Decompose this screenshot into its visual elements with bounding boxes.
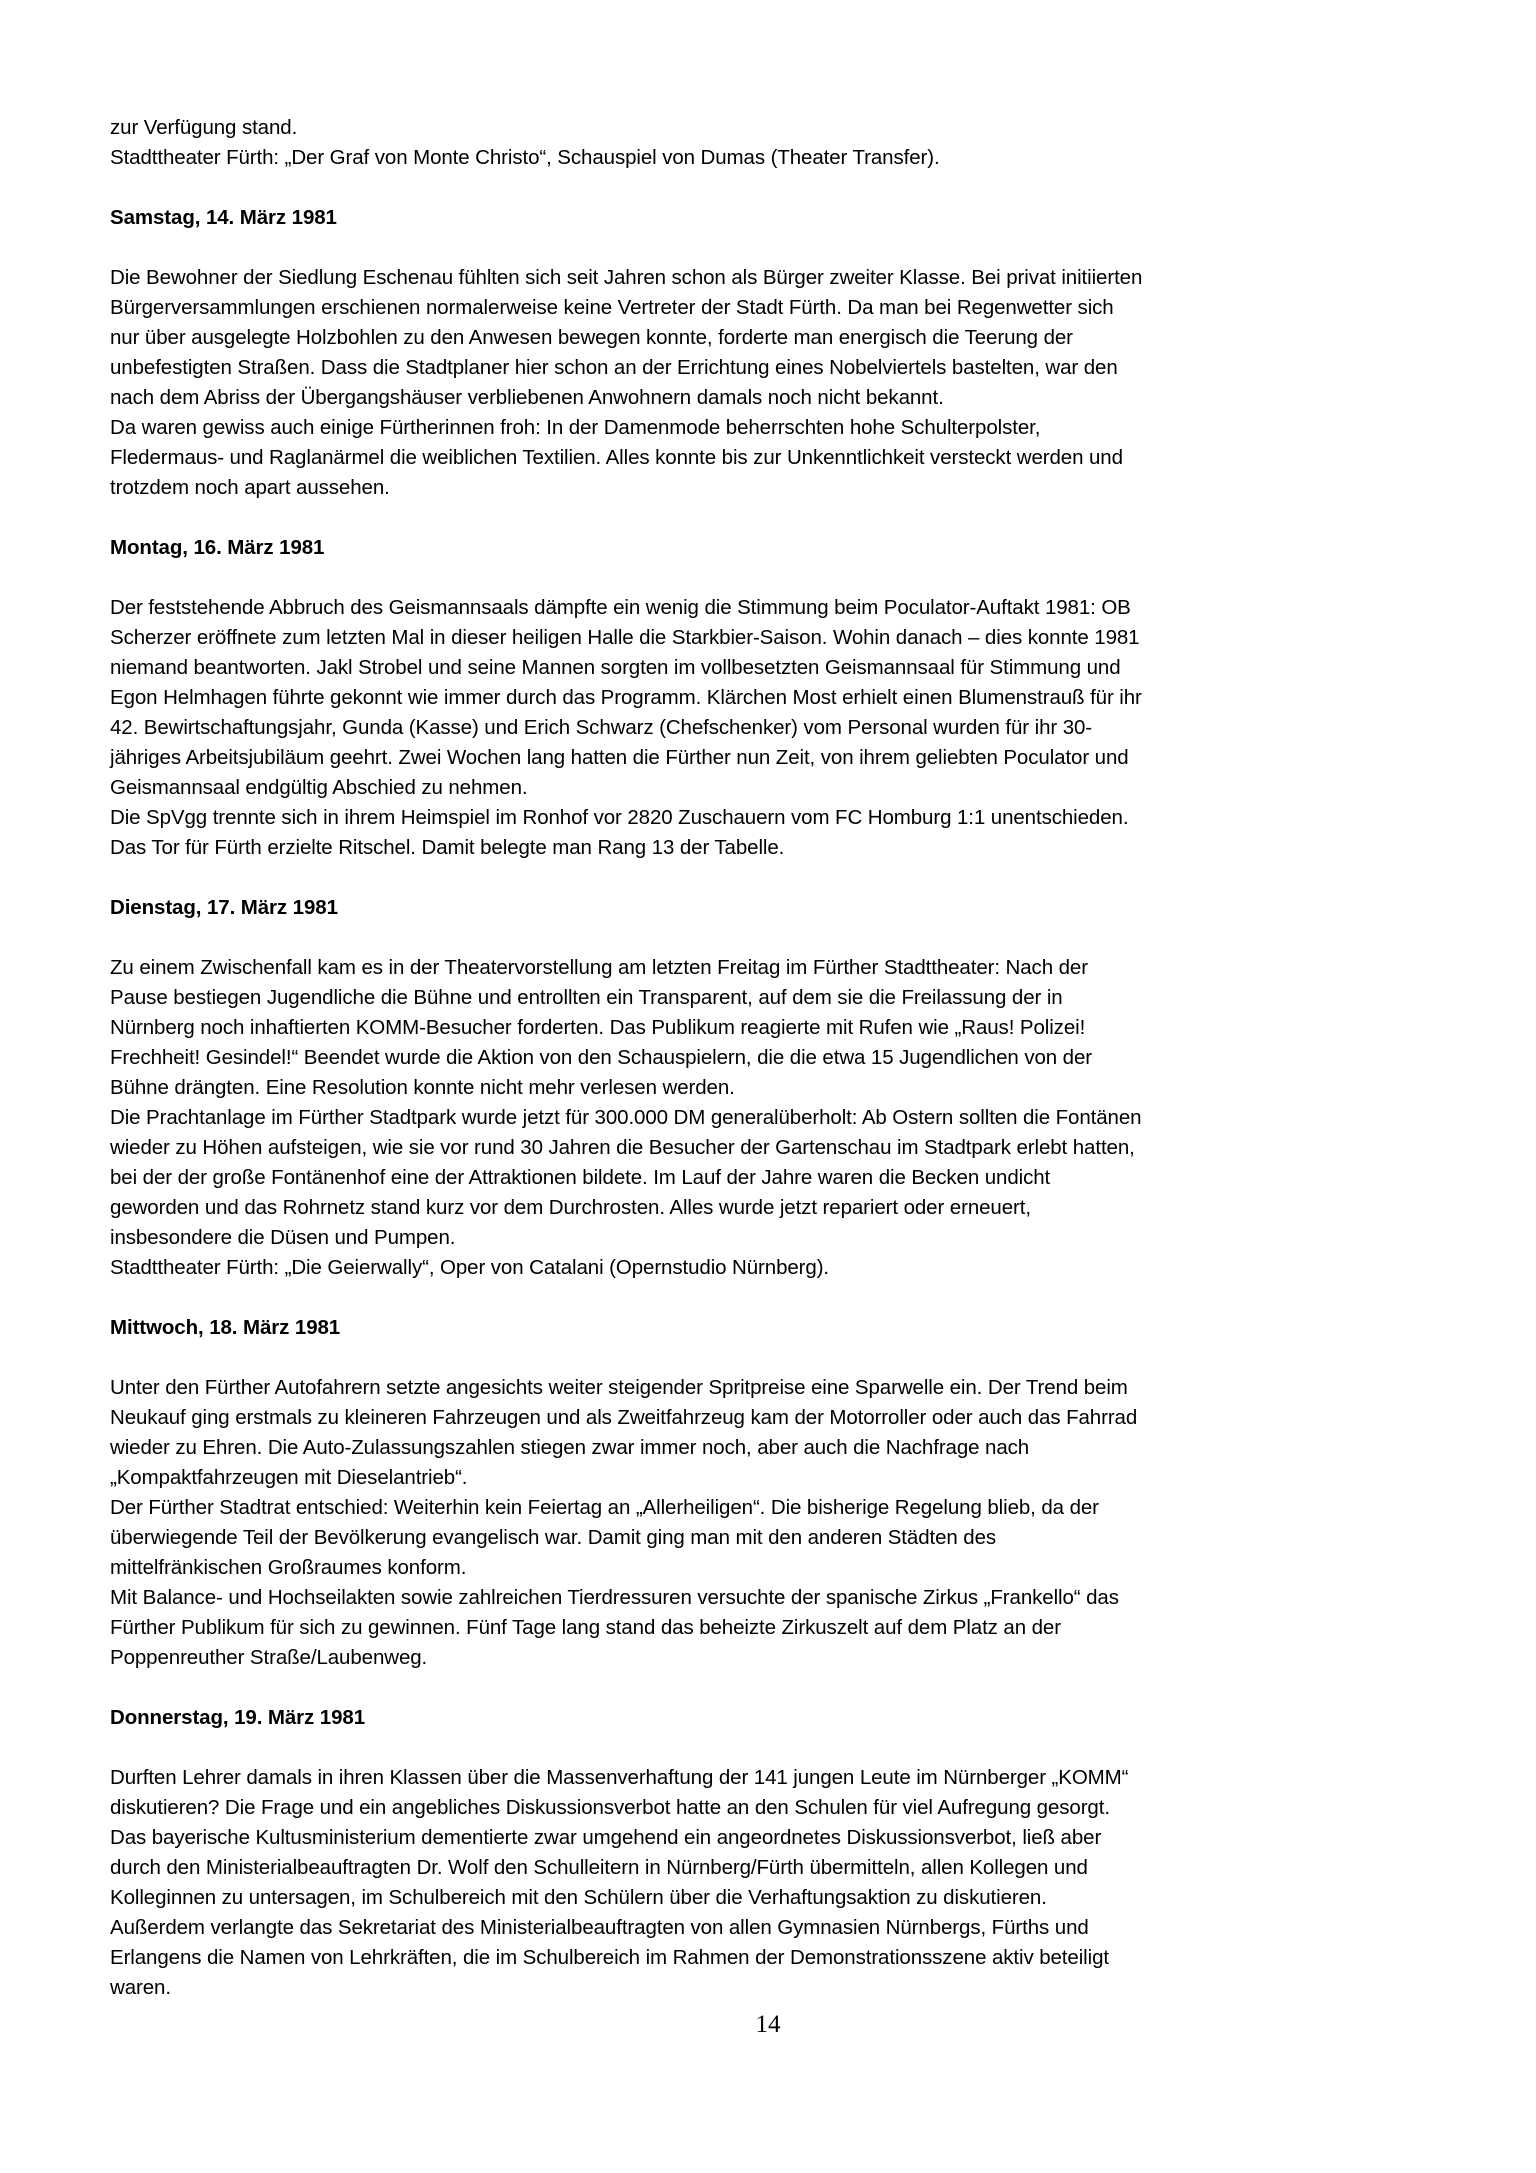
page-number: 14 — [755, 2011, 781, 2038]
text-line: Das Tor für Fürth erzielte Ritschel. Damit belegte man Rang 13 der Tabelle. — [110, 836, 785, 859]
text-line: Bürgerversammlungen erschienen normalerweise keine Vertreter der Stadt Fürth. Da man bei Regenwetter sich — [110, 296, 1114, 319]
text-line: Fledermaus- und Raglanärmel die weiblichen Textilien. Alles konnte bis zur Unkenntlichkeit versteckt werden und — [110, 446, 1123, 469]
section-heading: Mittwoch, 18. März 1981 — [110, 1316, 341, 1339]
text-line: Unter den Fürther Autofahrern setzte angesichts weiter steigender Spritpreise eine Sparwelle ein. Der Trend beim — [110, 1376, 1128, 1399]
text-line: niemand beantworten. Jakl Strobel und seine Mannen sorgten im vollbesetzten Geismannsaal für Stimmung und — [110, 656, 1121, 679]
text-line: zur Verfügung stand. — [110, 116, 298, 139]
text-line: Da waren gewiss auch einige Fürtherinnen froh: In der Damenmode beherrschten hohe Schulterpolster, — [110, 416, 1041, 439]
text-line: trotzdem noch apart aussehen. — [110, 476, 390, 499]
text-line: Stadttheater Fürth: „Der Graf von Monte Christo“, Schauspiel von Dumas (Theater Transfer). — [110, 146, 940, 169]
section-heading: Donnerstag, 19. März 1981 — [110, 1706, 365, 1729]
text-line: Nürnberg noch inhaftierten KOMM-Besucher forderten. Das Publikum reagierte mit Rufen wie „Raus! Polizei! — [110, 1016, 1086, 1039]
text-line: Durften Lehrer damals in ihren Klassen über die Massenverhaftung der 141 jungen Leute im Nürnberger „KOMM“ — [110, 1766, 1129, 1789]
text-line: nach dem Abriss der Übergangshäuser verbliebenen Anwohnern damals noch nicht bekannt. — [110, 386, 944, 409]
text-line: mittelfränkischen Großraumes konform. — [110, 1556, 467, 1579]
text-line: nur über ausgelegte Holzbohlen zu den Anwesen bewegen konnte, forderte man energisch die Teerung der — [110, 326, 1073, 349]
text-line: Erlangens die Namen von Lehrkräften, die im Schulbereich im Rahmen der Demonstrationsszene aktiv beteiligt — [110, 1946, 1109, 1969]
text-line: durch den Ministerialbeauftragten Dr. Wolf den Schulleitern in Nürnberg/Fürth übermitteln, allen Kollegen und — [110, 1856, 1088, 1879]
text-line: jähriges Arbeitsjubiläum geehrt. Zwei Wochen lang hatten die Fürther nun Zeit, von ihrem geliebten Poculator und — [110, 746, 1129, 769]
paragraph-block — [110, 113, 1470, 173]
section-heading: Samstag, 14. März 1981 — [110, 206, 337, 229]
text-line: Neukauf ging erstmals zu kleineren Fahrzeugen und als Zweitfahrzeug kam der Motorroller oder auch das Fahrrad — [110, 1406, 1138, 1429]
text-line: Fürther Publikum für sich zu gewinnen. Fünf Tage lang stand das beheizte Zirkuszelt auf dem Platz an der — [110, 1616, 1061, 1639]
paragraph-block — [110, 1763, 1470, 2003]
document-content — [110, 113, 1470, 2003]
text-line: 42. Bewirtschaftungsjahr, Gunda (Kasse) und Erich Schwarz (Chefschenker) vom Personal wurden für ihr 30- — [110, 716, 1093, 739]
section-heading: Dienstag, 17. März 1981 — [110, 896, 338, 919]
text-line: unbefestigten Straßen. Dass die Stadtplaner hier schon an der Errichtung eines Nobelviertels bastelten, war den — [110, 356, 1118, 379]
text-line: waren. — [110, 1976, 171, 1999]
paragraph-block — [110, 953, 1470, 1283]
text-line: insbesondere die Düsen und Pumpen. — [110, 1226, 456, 1249]
text-line: Kolleginnen zu untersagen, im Schulbereich mit den Schülern über die Verhaftungsaktion zu diskutieren. — [110, 1886, 1047, 1909]
text-line: geworden und das Rohrnetz stand kurz vor dem Durchrosten. Alles wurde jetzt repariert oder erneuert, — [110, 1196, 1031, 1219]
text-line: Stadttheater Fürth: „Die Geierwally“, Oper von Catalani (Opernstudio Nürnberg). — [110, 1256, 830, 1279]
text-line: Zu einem Zwischenfall kam es in der Theatervorstellung am letzten Freitag im Fürther Stadttheater: Nach der — [110, 956, 1088, 979]
text-line: Der feststehende Abbruch des Geismannsaals dämpfte ein wenig die Stimmung beim Poculator-Auftakt 1981: OB — [110, 596, 1131, 619]
text-line: Frechheit! Gesindel!“ Beendet wurde die Aktion von den Schauspielern, die die etwa 15 Jugendlichen von der — [110, 1046, 1093, 1069]
text-line: diskutieren? Die Frage und ein angebliches Diskussionsverbot hatte an den Schulen für viel Aufregung gesorgt. — [110, 1796, 1110, 1819]
text-line: Mit Balance- und Hochseilakten sowie zahlreichen Tierdressuren versuchte der spanische Zirkus „Frankello“ das — [110, 1586, 1119, 1609]
text-line: Das bayerische Kultusministerium dementierte zwar umgehend ein angeordnetes Diskussionsverbot, ließ aber — [110, 1826, 1102, 1849]
text-line: Die Bewohner der Siedlung Eschenau fühlten sich seit Jahren schon als Bürger zweiter Klasse. Bei privat initiierten — [110, 266, 1143, 289]
text-line: Die SpVgg trennte sich in ihrem Heimspiel im Ronhof vor 2820 Zuschauern vom FC Homburg 1:1 unentschieden. — [110, 806, 1129, 829]
text-line: Geismannsaal endgültig Abschied zu nehmen. — [110, 776, 528, 799]
text-line: Poppenreuther Straße/Laubenweg. — [110, 1646, 428, 1669]
text-line: Bühne drängten. Eine Resolution konnte nicht mehr verlesen werden. — [110, 1076, 735, 1099]
text-line: wieder zu Höhen aufsteigen, wie sie vor rund 30 Jahren die Besucher der Gartenschau im Stadtpark erlebt hatten, — [110, 1136, 1135, 1159]
text-line: bei der der große Fontänenhof eine der Attraktionen bildete. Im Lauf der Jahre waren die Becken undicht — [110, 1166, 1051, 1189]
text-line: Außerdem verlangte das Sekretariat des Ministerialbeauftragten von allen Gymnasien Nürnbergs, Fürths und — [110, 1916, 1089, 1939]
text-line: „Kompaktfahrzeugen mit Dieselantrieb“. — [110, 1466, 468, 1489]
text-line: Pause bestiegen Jugendliche die Bühne und entrollten ein Transparent, auf dem sie die Freilassung der in — [110, 986, 1063, 1009]
paragraph-block — [110, 1373, 1470, 1673]
text-line: Scherzer eröffnete zum letzten Mal in dieser heiligen Halle die Starkbier-Saison. Wohin danach – dies konnte 1981 — [110, 626, 1140, 649]
text-line: wieder zu Ehren. Die Auto-Zulassungszahlen stiegen zwar immer noch, aber auch die Nachfrage nach — [110, 1436, 1030, 1459]
paragraph-block — [110, 593, 1470, 863]
text-line: Die Prachtanlage im Fürther Stadtpark wurde jetzt für 300.000 DM generalüberholt: Ab Ostern sollten die Fontänen — [110, 1106, 1142, 1129]
text-line: überwiegende Teil der Bevölkerung evangelisch war. Damit ging man mit den anderen Städten des — [110, 1526, 997, 1549]
paragraph-block — [110, 263, 1470, 503]
text-line: Der Fürther Stadtrat entschied: Weiterhin kein Feiertag an „Allerheiligen“. Die bisherige Regelung blieb, da der — [110, 1496, 1099, 1519]
section-heading: Montag, 16. März 1981 — [110, 536, 325, 559]
text-line: Egon Helmhagen führte gekonnt wie immer durch das Programm. Klärchen Most erhielt einen Blumenstrauß für ihr — [110, 686, 1142, 709]
